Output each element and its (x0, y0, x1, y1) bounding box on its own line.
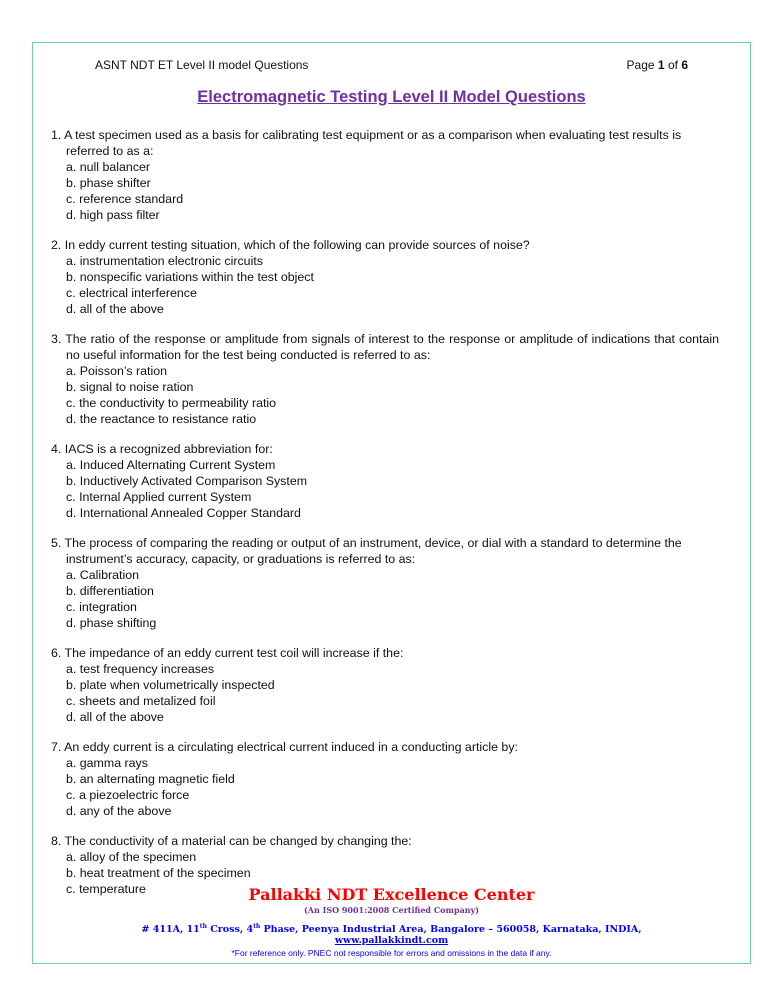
website-link[interactable]: www.pallakkindt.com (334, 935, 449, 947)
page-word: Page (626, 58, 655, 72)
answer-option: d. any of the above (66, 804, 172, 818)
answer-option: a. Induced Alternating Current System (66, 458, 276, 472)
question-text: 2. In eddy current testing situation, which of the following can provide sources of noise? (51, 238, 530, 252)
address-sup: th (253, 923, 261, 930)
answer-option: b. nonspecific variations within the test object (66, 270, 314, 284)
answer-option: c. electrical interference (66, 286, 197, 300)
question-text: 1. A test specimen used as a basis for calibrating test equipment or as a comparison when evaluating test results is referred to as a: (51, 128, 682, 158)
question-item (51, 331, 719, 427)
answer-option: d. International Annealed Copper Standard (66, 506, 301, 520)
company-name: Pallakki NDT Excellence Center (248, 885, 535, 904)
address (33, 923, 750, 935)
answer-option: c. temperature (66, 882, 146, 896)
page-header (95, 58, 688, 72)
answer-option: a. Calibration (66, 568, 140, 582)
address-part: Cross, 4 (206, 924, 254, 936)
answer-option: c. reference standard (66, 192, 184, 206)
answer-option: a. alloy of the specimen (66, 850, 197, 864)
answer-option: b. Inductively Activated Comparison System (66, 474, 308, 488)
question-item (51, 645, 719, 725)
page-number (627, 58, 688, 72)
answer-option: d. all of the above (66, 710, 164, 724)
question-text: 7. An eddy current is a circulating electrical current induced in a conducting article by: (51, 740, 518, 754)
disclaimer: *For reference only. PNEC not responsible for errors and omissions in the data if any. (231, 948, 552, 959)
question-item (51, 535, 719, 631)
page-footer (33, 885, 750, 958)
question-item (51, 237, 719, 317)
page (32, 42, 751, 964)
address-part: Phase, Peenya Industrial Area, Bangalore – 560058, Karnataka, INDIA, (260, 924, 642, 936)
answer-option: d. high pass filter (66, 208, 160, 222)
question-item (51, 127, 719, 223)
answer-option: c. a piezoelectric force (66, 788, 190, 802)
question-text: 3. The ratio of the response or amplitude from signals of interest to the response or amplitude of indications that contain no useful information for the test being conducted is referred to as: (51, 332, 719, 362)
page-current: 1 (657, 58, 665, 72)
question-text: 5. The process of comparing the reading or output of an instrument, device, or dial with a standard to determine the instrument’s accuracy, capacity, or graduations is referred to as: (51, 536, 682, 566)
answer-option: c. sheets and metalized foil (66, 694, 216, 708)
question-text: 8. The conductivity of a material can be changed by changing the: (51, 834, 412, 848)
question-item (51, 739, 719, 819)
answer-option: a. gamma rays (66, 756, 148, 770)
question-item (51, 441, 719, 521)
question-text: 4. IACS is a recognized abbreviation for: (51, 442, 273, 456)
answer-option: d. the reactance to resistance ratio (66, 412, 257, 426)
answer-option: b. differentiation (66, 584, 154, 598)
answer-option: b. signal to noise ration (66, 380, 194, 394)
page-total: 6 (681, 58, 688, 72)
answer-option: c. integration (66, 600, 137, 614)
answer-option: b. heat treatment of the specimen (66, 866, 251, 880)
certification: (An ISO 9001:2008 Certified Company) (303, 905, 480, 915)
answer-option: c. the conductivity to permeability ratio (66, 396, 277, 410)
of-word: of (667, 58, 678, 72)
document-title: Electromagnetic Testing Level II Model Questions (197, 88, 586, 106)
answer-option: b. plate when volumetrically inspected (66, 678, 275, 692)
answer-option: a. null balancer (66, 160, 151, 174)
answer-option: a. Poisson’s ration (66, 364, 168, 378)
address-part: # 411A, 11 (141, 924, 200, 936)
question-text: 6. The impedance of an eddy current test coil will increase if the: (51, 646, 404, 660)
answer-option: a. test frequency increases (66, 662, 215, 676)
answer-option: d. all of the above (66, 302, 164, 316)
address-sup: th (199, 923, 207, 930)
question-list (51, 127, 719, 911)
answer-option: a. instrumentation electronic circuits (66, 254, 263, 268)
answer-option: b. phase shifter (66, 176, 151, 190)
answer-option: b. an alternating magnetic field (66, 772, 235, 786)
header-title: ASNT NDT ET Level II model Questions (95, 58, 309, 72)
answer-option: c. Internal Applied current System (66, 490, 252, 504)
answer-option: d. phase shifting (66, 616, 157, 630)
